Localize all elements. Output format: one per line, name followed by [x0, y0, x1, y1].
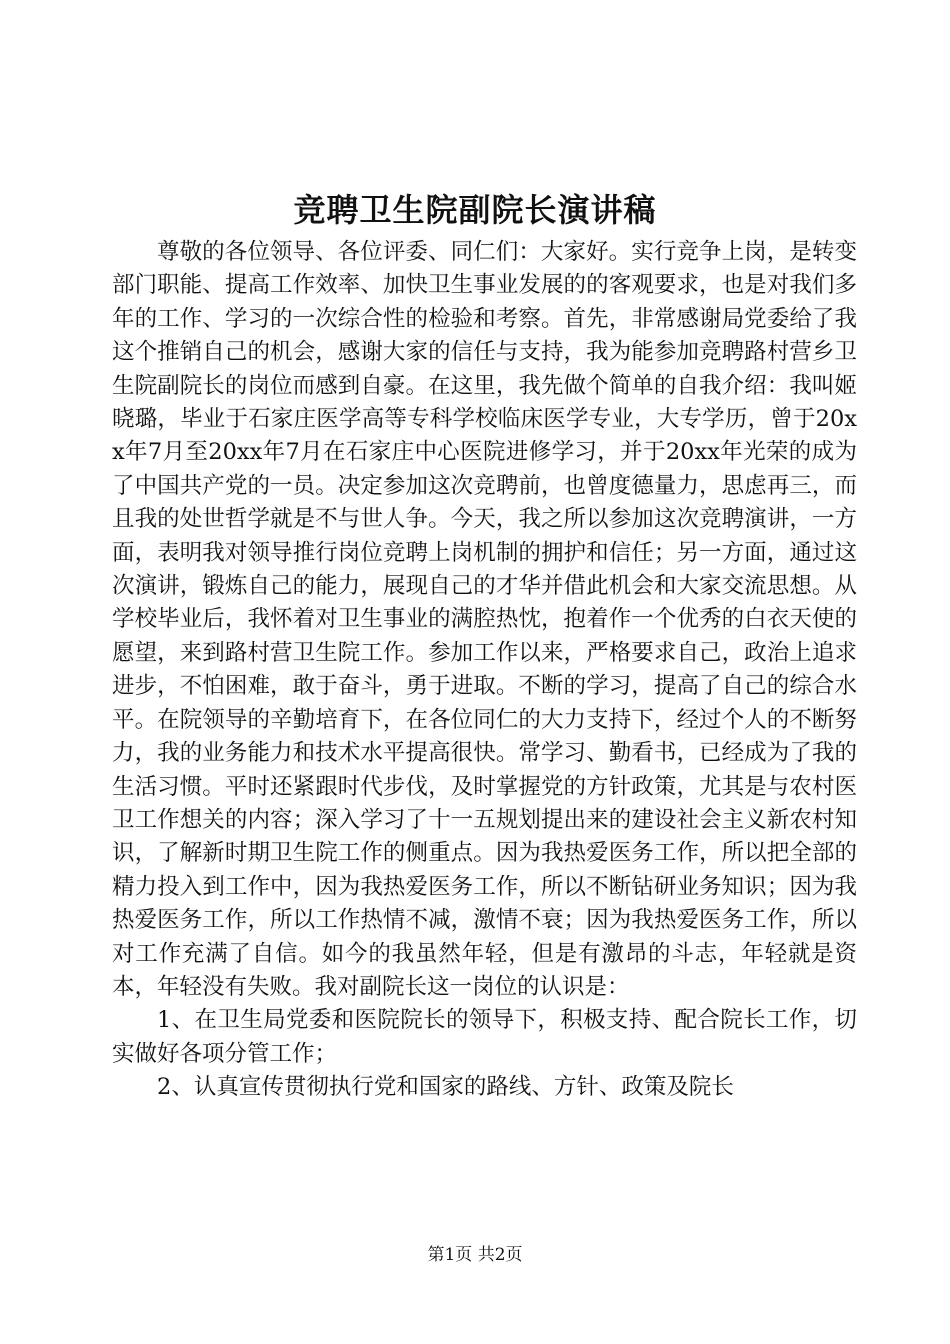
paragraph-intro: 尊敬的各位领导、各位评委、同仁们：大家好。实行竞争上岗，是转变部门职能、提高工作效率、加快卫生事业发展的的客观要求，也是对我们多年的工作、学习的一次综合性的检验和考察。首先，非常感谢局党委给了我这个推销自己的机会，感谢大家的信任与支持，我为能参加竞聘路村营乡卫生院副院长的岗位而感到自豪。在这里，我先做个简单的自我介绍：我叫姬晓璐，毕业于石家庄医学高等专科学校临床医学专业，大专学历，曾于20xx年7月至20xx年7月在石家庄中心医院进修学习，并于20xx年光荣的成为了中国共产党的一员。决定参加这次竞聘前，也曾度德量力，思虑再三，而且我的处世哲学就是不与世人争。今天，我之所以参加这次竞聘演讲，一方面，表明我对领导推行岗位竞聘上岗机制的拥护和信任；另一方面，通过这次演讲，锻炼自己的能力，展现自己的才华并借此机会和大家交流思想。从学校毕业后，我怀着对卫生事业的满腔热忱，抱着作一个优秀的白衣天使的愿望，来到路村营卫生院工作。参加工作以来，严格要求自己，政治上追求进步，不怕困难，敢于奋斗，勇于进取。不断的学习，提高了自己的综合水平。在院领导的辛勤培育下，在各位同仁的大力支持下，经过个人的不断努力，我的业务能力和技术水平提高很快。常学习、勤看书，已经成为了我的生活习惯。平时还紧跟时代步伐，及时掌握党的方针政策，尤其是与农村医卫工作想关的内容；深入学习了十一五规划提出来的建设社会主义新农村知识，了解新时期卫生院工作的侧重点。因为我热爱医务工作，所以把全部的精力投入到工作中，因为我热爱医务工作，所以不断钻研业务知识；因为我热爱医务工作，所以工作热情不减，激情不衰；因为我热爱医务工作，所以对工作充满了自信。如今的我虽然年轻，但是有激昂的斗志，年轻就是资本，年轻没有失败。我对副院长这一岗位的认识是：	[112, 239, 857, 1000]
paragraph-item-2: 2、认真宣传贯彻执行党和国家的路线、方针、政策及院长	[157, 1074, 734, 1101]
document-title: 竞聘卫生院副院长演讲稿	[293, 191, 657, 229]
paragraph-item-1: 1、在卫生局党委和医院院长的领导下，积极支持、配合院长工作，切实做好各项分管工作；	[112, 1007, 857, 1067]
page-number-footer: 第1页 共2页	[427, 1245, 523, 1265]
document-body	[112, 236, 857, 1105]
